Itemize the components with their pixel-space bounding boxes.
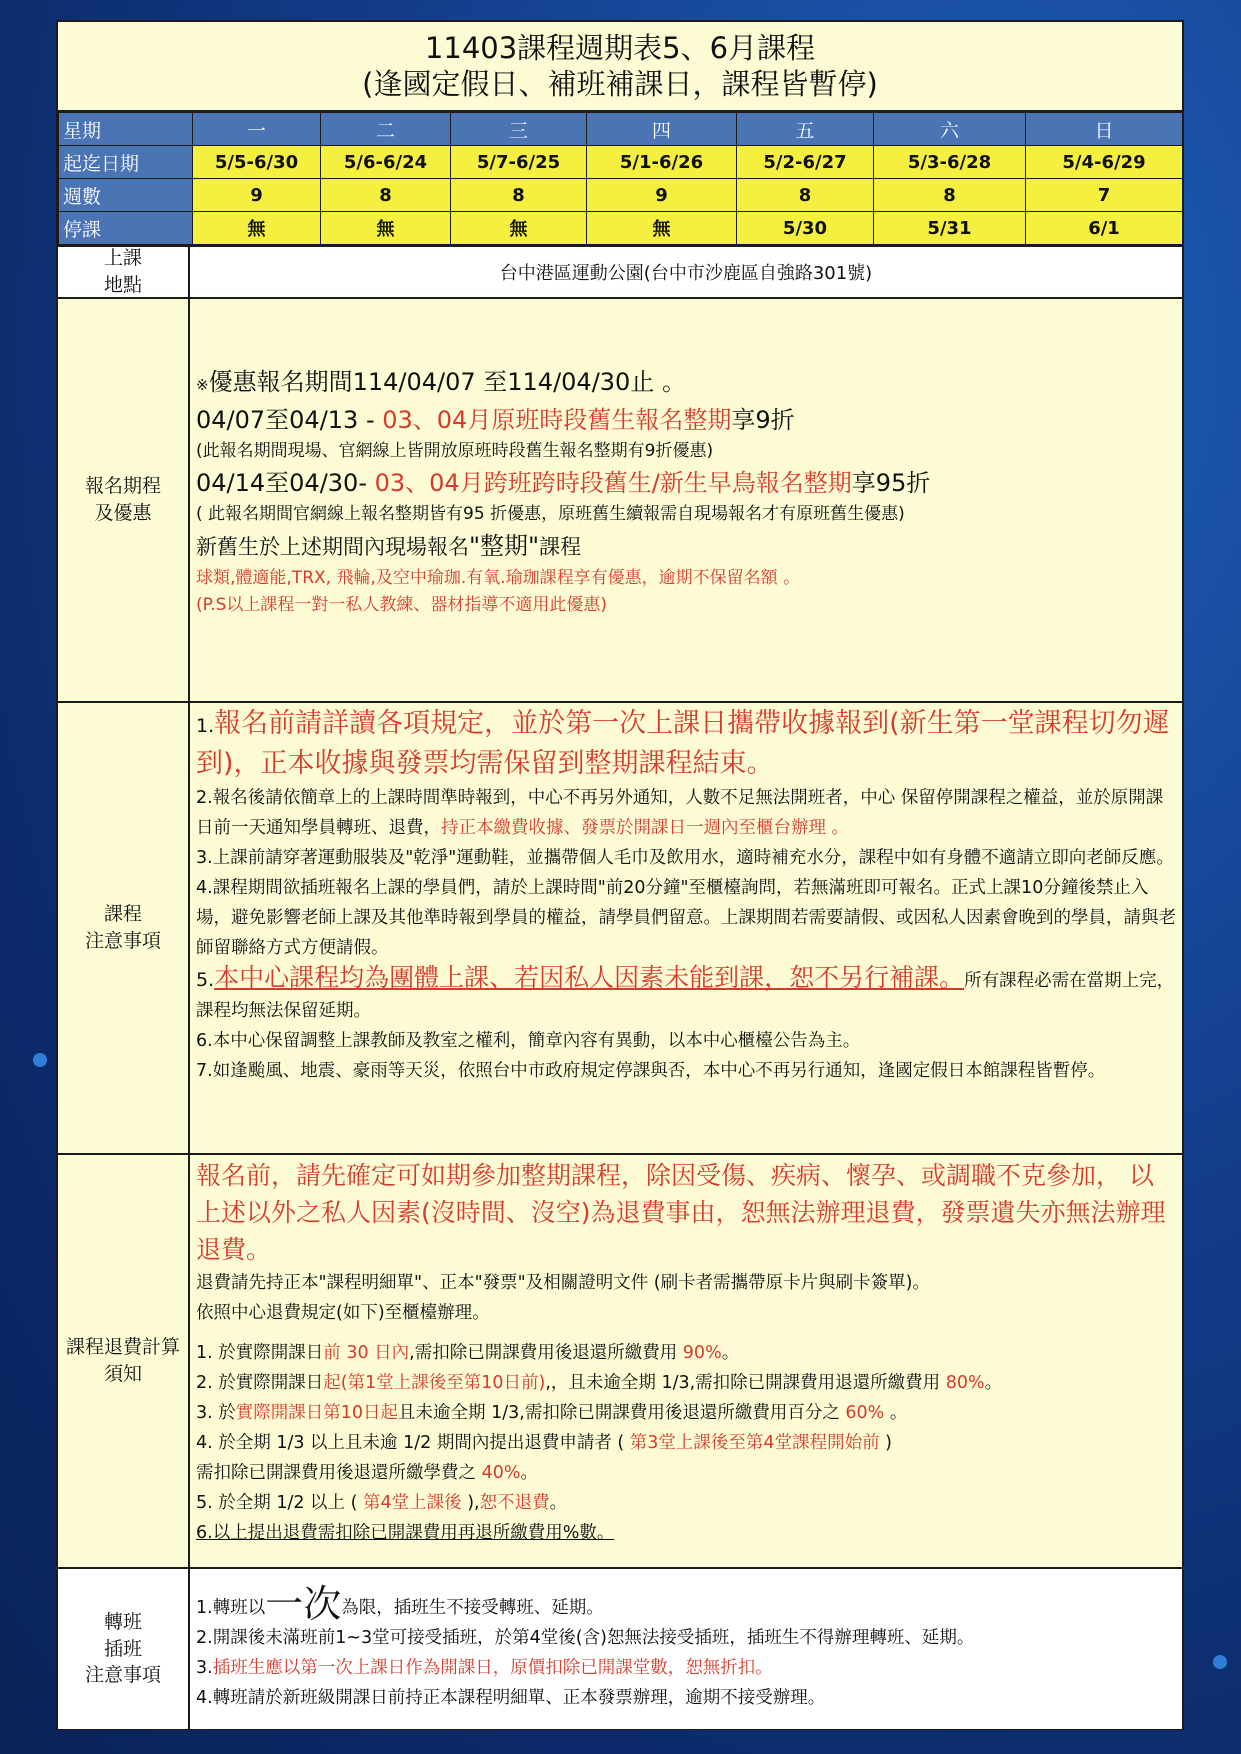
rule-percent: 40% bbox=[481, 1463, 521, 1483]
rule-text: ,需扣除已開課費用後退還所繳費用 bbox=[409, 1343, 683, 1363]
rule-percent: 60% bbox=[845, 1403, 885, 1423]
date-range-cell: 5/3-6/28 bbox=[874, 146, 1026, 179]
rule-text: 以上提出退費需扣除已開課費用再退所繳費用%數。 bbox=[212, 1523, 615, 1543]
rule-highlight: 起(第1堂上課後至第10日前) bbox=[323, 1373, 546, 1393]
row-header-off: 停課 bbox=[59, 212, 193, 245]
promo-highlight: 03、04月原班時段舊生報名整期 bbox=[382, 406, 732, 434]
date-range-cell: 5/6-6/24 bbox=[321, 146, 451, 179]
promo-dates: 04/14至04/30- bbox=[196, 469, 375, 497]
location-label-line1: 上課 bbox=[103, 247, 142, 270]
rule-text: ) bbox=[879, 1433, 892, 1453]
rule-text: 。 bbox=[984, 1373, 1003, 1393]
page-title bbox=[58, 22, 1182, 112]
note-1 bbox=[196, 705, 1176, 783]
refund-intro: 報名前，請先確定可如期參加整期課程，除因受傷、疾病、懷孕、或調職不克參加， 以上述以外之私人因素(沒時間、沒空)為退費事由，恕無法辦理退費，發票遺失亦無法辦理退費。 bbox=[196, 1161, 1166, 1264]
registration-label-line2: 及優惠 bbox=[94, 502, 152, 524]
transfer-rule-3 bbox=[196, 1653, 1176, 1683]
refund-rule-6 bbox=[196, 1518, 1176, 1548]
notes-label-line1: 課程 bbox=[103, 903, 142, 926]
title-line-2: (逢國定假日、補班補課日，課程皆暫停) bbox=[362, 67, 878, 101]
note-text: 2.報名後請依簡章上的上課時間準時報到，中心不再另外通知，人數不足無法開班者，中心 保留停開課程之權益，並於原開課日前一天通知學員轉班、退費， bbox=[196, 788, 1164, 838]
note-text: 所有課程必需在當期上完，課程均無法保留延期。 bbox=[196, 971, 1175, 1021]
rule-text: 。 bbox=[721, 1343, 740, 1363]
rule-highlight: 第3堂上課後至第4堂課程開始前 bbox=[629, 1433, 880, 1453]
location-label bbox=[58, 247, 190, 297]
schedule-row-dates bbox=[59, 146, 1183, 179]
course-notes-content bbox=[190, 703, 1182, 1153]
off-day-cell: 無 bbox=[193, 212, 321, 245]
notes-label-line2: 注意事項 bbox=[84, 930, 161, 952]
note-2 bbox=[196, 783, 1176, 843]
date-range-cell: 5/1-6/26 bbox=[587, 146, 737, 179]
registration-label bbox=[58, 299, 190, 701]
rule-text: ), bbox=[461, 1493, 480, 1513]
reference-mark-icon: ※ bbox=[196, 376, 209, 394]
transfer-rule-1 bbox=[196, 1582, 1176, 1626]
refund-rule-5 bbox=[196, 1488, 1176, 1518]
promo-period bbox=[196, 365, 1176, 402]
promo-early-new bbox=[196, 465, 1176, 501]
promo-dates: 04/07至04/13 - bbox=[196, 406, 383, 434]
rule-text: 且未逾全期 1/3,需扣除已開課費用後退還所繳費用百分之 bbox=[398, 1403, 846, 1423]
rule-highlight: 前 30 日內 bbox=[323, 1343, 410, 1363]
registration-section bbox=[58, 297, 1182, 701]
promo-early-old bbox=[196, 402, 1176, 438]
refund-rule-4 bbox=[196, 1428, 1176, 1458]
date-range-cell: 5/4-6/29 bbox=[1026, 146, 1183, 179]
schedule-row-days bbox=[59, 113, 1183, 146]
off-day-cell: 5/30 bbox=[737, 212, 874, 245]
note-number: 5. bbox=[196, 969, 215, 991]
day-cell: 日 bbox=[1026, 113, 1183, 146]
transfer-rule-4: 4.轉班請於新班級開課日前持正本課程明細單、正本發票辦理，逾期不接受辦理。 bbox=[196, 1688, 826, 1708]
rule-text: 。 bbox=[520, 1463, 538, 1483]
refund-label-line2: 須知 bbox=[103, 1363, 142, 1385]
location-text: 台中港區運動公園(台中市沙鹿區自強路301號) bbox=[499, 263, 873, 284]
week-count-cell: 8 bbox=[321, 179, 451, 212]
promo-highlight: 03、04月跨班跨時段舊生/新生早鳥報名整期 bbox=[374, 469, 852, 497]
course-notes-label bbox=[58, 703, 190, 1153]
registration-label-line1: 報名期程 bbox=[84, 475, 161, 498]
promo-exclusion: (P.S以上課程一對一私人教練、器材指導不適用此優惠) bbox=[196, 595, 608, 615]
rule-text: 1. 於實際開課日 bbox=[196, 1343, 324, 1363]
note-5 bbox=[196, 963, 1176, 1026]
rule-number: 3. bbox=[196, 1658, 213, 1678]
rule-highlight: 第4堂上課後 bbox=[363, 1493, 462, 1513]
promo-eligible-courses: 球類,體適能,TRX, 飛輪,及空中瑜珈.有氧.瑜珈課程享有優惠，逾期不保留名額 。 bbox=[196, 568, 801, 588]
rule-number: 6. bbox=[196, 1523, 213, 1543]
decorative-dot-right bbox=[1213, 1655, 1227, 1669]
week-count-cell: 9 bbox=[587, 179, 737, 212]
schedule-row-off bbox=[59, 212, 1183, 245]
row-header-dates: 起迄日期 bbox=[59, 146, 193, 179]
row-header-day: 星期 bbox=[59, 113, 193, 146]
note-6: 6.本中心保留調整上課教師及教室之權利，簡章內容有異動，以本中心櫃檯公告為主。 bbox=[196, 1031, 861, 1051]
location-section bbox=[58, 245, 1182, 297]
transfer-label-line3: 注意事項 bbox=[84, 1664, 161, 1687]
promo-note: ( 此報名期間官網線上報名整期皆有95 折優惠，原班舊生續報需自現場報名才有原班舊生優惠) bbox=[196, 504, 905, 524]
rule-percent: 90% bbox=[682, 1343, 722, 1363]
refund-content bbox=[190, 1155, 1182, 1567]
rule-text: 。 bbox=[884, 1403, 908, 1423]
week-count-cell: 8 bbox=[874, 179, 1026, 212]
note-highlight: 本中心課程均為團體上課、若因私人因素未能到課，恕不另行補課。 bbox=[214, 963, 965, 992]
promo-discount: 享95折 bbox=[851, 469, 931, 497]
row-header-weeks: 週數 bbox=[59, 179, 193, 212]
rule-highlight: 插班生應以第一次上課日作為開課日，原價扣除已開課堂數，恕無折扣。 bbox=[212, 1658, 773, 1678]
day-cell: 三 bbox=[451, 113, 587, 146]
title-line-1: 11403課程週期表5、6月課程 bbox=[424, 30, 816, 65]
rule-text: 4. 於全期 1/3 以上且未逾 1/2 期間內提出退費申請者 ( bbox=[196, 1433, 630, 1453]
week-count-cell: 8 bbox=[737, 179, 874, 212]
refund-rule-3 bbox=[196, 1398, 1176, 1428]
day-cell: 六 bbox=[874, 113, 1026, 146]
transfer-rule-2: 2.開課後未滿班前1~3堂可接受插班，於第4堂後(含)恕無法接受插班，插班生不得辦理轉班、延期。 bbox=[196, 1628, 975, 1648]
rule-text: ,，且未逾全期 1/3,需扣除已開課費用退還所繳費用 bbox=[545, 1373, 946, 1393]
rule-percent: 80% bbox=[945, 1373, 985, 1393]
rule-text: 為限，插班生不接受轉班、延期。 bbox=[341, 1598, 604, 1618]
transfer-label-line1: 轉班 bbox=[103, 1611, 142, 1634]
rule-emphasis: 一次 bbox=[265, 1582, 342, 1626]
note-7: 7.如逢颱風、地震、豪雨等天災，依照台中市政府規定停課與否，本中心不再另行通知，逢國定假日本館課程皆暫停。 bbox=[196, 1061, 1106, 1081]
promo-full-term bbox=[196, 528, 1176, 565]
note-number: 1. bbox=[196, 715, 215, 737]
refund-docs: 退費請先持正本"課程明細單"、正本"發票"及相關證明文件 (刷卡者需攜帶原卡片與刷卡簽單)。 bbox=[196, 1273, 930, 1293]
note-highlight: 持正本繳費收據、發票於開課日一週內至櫃台辦理 。 bbox=[441, 818, 850, 838]
date-range-cell: 5/2-6/27 bbox=[737, 146, 874, 179]
rule-highlight: 實際開課日第10日起 bbox=[235, 1403, 399, 1423]
schedule-row-weeks bbox=[59, 179, 1183, 212]
day-cell: 五 bbox=[737, 113, 874, 146]
promo-emphasis: "整期" bbox=[469, 532, 540, 560]
off-day-cell: 6/1 bbox=[1026, 212, 1183, 245]
day-cell: 二 bbox=[321, 113, 451, 146]
refund-section bbox=[58, 1153, 1182, 1567]
date-range-cell: 5/5-6/30 bbox=[193, 146, 321, 179]
week-count-cell: 7 bbox=[1026, 179, 1183, 212]
note-3: 3.上課前請穿著運動服裝及"乾淨"運動鞋，並攜帶個人毛巾及飲用水，適時補充水分，課程中如有身體不適請立即向老師反應。 bbox=[196, 848, 1174, 868]
week-count-cell: 9 bbox=[193, 179, 321, 212]
note-text: 報名前請詳讀各項規定，並於第一次上課日攜帶收據報到(新生第一堂課程切勿遲到)，正本收據與發票均需保留到整期課程結束。 bbox=[196, 708, 1170, 779]
promo-period-text: 優惠報名期間114/04/07 至114/04/30止 。 bbox=[208, 368, 686, 396]
rule-highlight: 恕不退費 bbox=[479, 1493, 550, 1513]
day-cell: 一 bbox=[193, 113, 321, 146]
rule-text: 2. 於實際開課日 bbox=[196, 1373, 324, 1393]
course-schedule-sheet bbox=[56, 20, 1184, 1730]
promo-note: (此報名期間現場、官網線上皆開放原班時段舊生報名整期有9折優惠) bbox=[196, 441, 714, 461]
rule-text: 需扣除已開課費用後退還所繳學費之 bbox=[196, 1463, 482, 1483]
refund-rule-1 bbox=[196, 1338, 1176, 1368]
transfer-section bbox=[58, 1567, 1182, 1729]
off-day-cell: 5/31 bbox=[874, 212, 1026, 245]
registration-content bbox=[190, 299, 1182, 701]
schedule-table bbox=[58, 112, 1183, 245]
off-day-cell: 無 bbox=[321, 212, 451, 245]
refund-rule-4-cont bbox=[196, 1458, 1176, 1488]
week-count-cell: 8 bbox=[451, 179, 587, 212]
refund-label-line1: 課程退費計算 bbox=[65, 1336, 180, 1359]
rule-text: 3. 於 bbox=[196, 1403, 236, 1423]
off-day-cell: 無 bbox=[587, 212, 737, 245]
refund-rule-2 bbox=[196, 1368, 1176, 1398]
transfer-label bbox=[58, 1569, 190, 1729]
note-4: 4.課程期間欲插班報名上課的學員們，請於上課時間"前20分鐘"至櫃檯詢問，若無滿班即可報名。正式上課10分鐘後禁止入場，避免影響老師上課及其他準時報到學員的權益，請學員們留意。上課期間若需要請假、或因私人因素會晚到的學員，請與老師留聯絡方式方便請假。 bbox=[196, 878, 1176, 958]
transfer-content bbox=[190, 1569, 1182, 1729]
course-notes-section bbox=[58, 701, 1182, 1153]
decorative-dot-left bbox=[33, 1053, 47, 1067]
rule-text: 1.轉班以 bbox=[196, 1598, 266, 1618]
promo-text: 新舊生於上述期間內現場報名 bbox=[196, 535, 469, 559]
day-cell: 四 bbox=[587, 113, 737, 146]
refund-procedure: 依照中心退費規定(如下)至櫃檯辦理。 bbox=[196, 1303, 490, 1323]
date-range-cell: 5/7-6/25 bbox=[451, 146, 587, 179]
promo-discount: 享9折 bbox=[731, 406, 795, 434]
off-day-cell: 無 bbox=[451, 212, 587, 245]
rule-text: 5. 於全期 1/2 以上 ( bbox=[196, 1493, 364, 1513]
location-label-line2: 地點 bbox=[103, 274, 142, 296]
transfer-label-line2: 插班 bbox=[103, 1637, 142, 1660]
rule-text: 。 bbox=[549, 1493, 568, 1513]
refund-label bbox=[58, 1155, 190, 1567]
promo-text: 課程 bbox=[539, 535, 582, 559]
